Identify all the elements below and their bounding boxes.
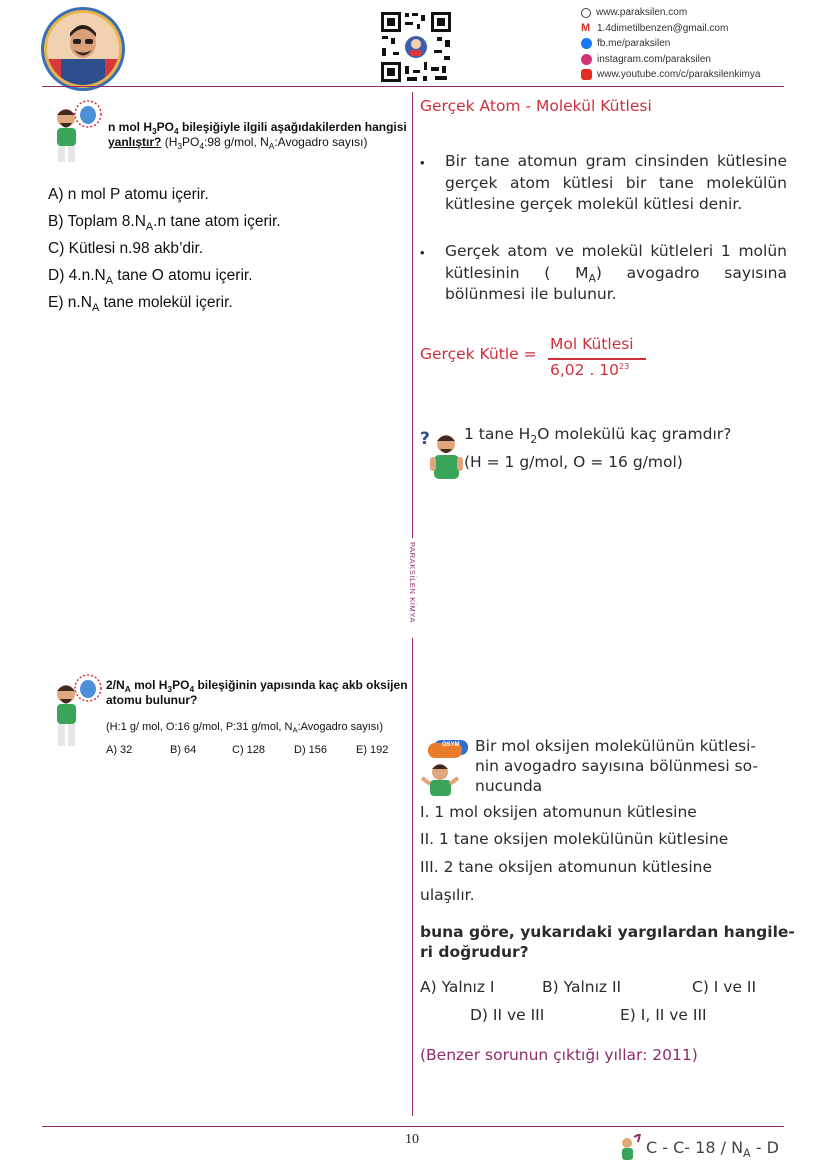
q2-given: (H:1 g/ mol, O:16 g/mol, P:31 g/mol, $N_A:Avogadro$ sayısı) (106, 721, 384, 735)
bullet-2-icon: • (420, 245, 425, 260)
osym-stem-line-1: Bir mol oksijen molekülünün kütlesi- (475, 737, 756, 755)
instagram-icon (581, 54, 592, 65)
osym-stem-line-3: nucunda (475, 777, 543, 795)
q1-option-d[interactable]: D) $4.n.N_A$ tane O atomu içerir. (48, 267, 253, 287)
formula-explanation: Gerçek atom ve molekül kütleleri 1 molün kütlesinin ( $M_A$) avogadro sayısına bölünmesi ile bulunur. (445, 242, 787, 303)
qr-code[interactable] (379, 10, 453, 84)
q2-option-a[interactable]: A) 32 (106, 744, 133, 756)
q2-option-c[interactable]: C) 128 (232, 744, 266, 756)
footer-divider (42, 1126, 784, 1127)
vertical-brand-label: PARAKSİLEN KİMYA (408, 542, 417, 624)
contact-instagram-text[interactable]: instagram.com/paraksilen (597, 53, 711, 65)
contact-facebook[interactable] (581, 36, 760, 52)
example-question: 1 tane $H_2O$ molekülü kaç gramdır? (464, 425, 732, 446)
meb-character-icon (48, 98, 104, 171)
fraction-bar (548, 358, 646, 360)
statement-3: III. 2 tane oksijen atomunun kütlesine (420, 858, 713, 876)
gmail-icon: M (581, 21, 591, 34)
q2-option-e[interactable]: E) 192 (356, 744, 389, 756)
q1-stem: n mol $H_3PO_4$ bileşiğiyle ilgili aşağıdakilerden hangisi yanlıştır? ($H_3PO_4:98$ g/mol, $N_A:Avogadro$ sayısı) (108, 120, 407, 151)
bullet-1-icon: • (420, 155, 425, 170)
osym-option-b[interactable]: B) Yalnız II (542, 978, 622, 996)
osym-option-a[interactable]: A) Yalnız I (420, 978, 495, 996)
section-title: Gerçek Atom - Molekül Kütlesi (420, 97, 652, 115)
column-divider-top (412, 92, 413, 538)
youtube-icon (581, 69, 592, 80)
contact-list (581, 5, 760, 83)
contact-instagram[interactable] (581, 52, 760, 68)
contact-web[interactable] (581, 5, 760, 21)
contact-facebook-text[interactable]: fb.me/paraksilen (597, 38, 671, 49)
osym-badge: ÖSYM (442, 742, 460, 748)
q1-option-b[interactable]: B) Toplam $8.N_A.n$ tane atom içerir. (48, 213, 281, 233)
author-photo-icon (47, 13, 119, 85)
example-given: (H = 1 g/mol, O = 16 g/mol) (464, 453, 683, 471)
contact-gmail-text[interactable]: 1.4dimetilbenzen@gmail.com (597, 22, 729, 34)
formula-lhs: Gerçek Kütle = (420, 345, 537, 363)
contact-gmail[interactable] (581, 21, 760, 37)
osym-question-line-2: ri doğrudur? (420, 943, 529, 961)
author-avatar (44, 10, 122, 88)
osym-option-c[interactable]: C) I ve II (692, 978, 757, 996)
definition-paragraph: Bir tane atomun gram cinsinden kütlesine gerçek atom kütlesi bir tane molekülün kütlesine gerçek molekül kütlesi denir. (445, 152, 787, 213)
svg-text:?: ? (420, 429, 430, 449)
osym-option-e[interactable]: E) I, II ve III (620, 1006, 707, 1024)
question-code: C - C- $18 / N_A$ - D (646, 1138, 779, 1160)
column-divider-bottom (412, 638, 413, 1116)
statement-2: II. 1 tane oksijen molekülünün kütlesine (420, 830, 729, 848)
osym-stem-line-2: nin avogadro sayısına bölünmesi so- (475, 757, 758, 775)
osym-question-line-1: buna göre, yukarıdaki yargılardan hangile- (420, 923, 795, 941)
header-divider (42, 86, 784, 87)
meb-character-icon-2 (48, 672, 104, 759)
osym-option-d[interactable]: D) II ve III (470, 1006, 545, 1024)
contact-youtube[interactable] (581, 67, 760, 83)
facebook-icon (581, 38, 592, 49)
page-number: 10 (405, 1132, 419, 1147)
thinking-character-icon (420, 424, 464, 491)
statement-1: I. 1 mol oksijen atomunun kütlesine (420, 803, 697, 821)
formula-numerator: Mol Kütlesi (550, 335, 634, 353)
contact-youtube-text[interactable]: www.youtube.com/c/paraksilenkimya (597, 69, 761, 80)
q2-option-b[interactable]: B) 64 (170, 744, 197, 756)
q2-option-d[interactable]: D) 156 (294, 744, 328, 756)
web-icon (581, 8, 591, 18)
contact-web-text[interactable]: www.paraksilen.com (596, 7, 688, 18)
exam-years-note: (Benzer sorunun çıktığı yıllar: 2011) (420, 1046, 698, 1064)
q1-option-a[interactable]: A) n mol P atomu içerir. (48, 186, 209, 203)
footer-character-icon (618, 1134, 644, 1167)
qr-code-icon (379, 10, 453, 84)
q1-option-c[interactable]: C) Kütlesi n.98 akb’dir. (48, 240, 204, 257)
q1-option-e[interactable]: E) $n.N_A$ tane molekül içerir. (48, 294, 233, 314)
q2-stem: $2/N_A$ mol $H_3PO_4$ bileşiğinin yapısında kaç akb oksijen atomu bulunur? (106, 678, 408, 707)
statement-conclusion: ulaşılır. (420, 886, 475, 904)
formula-denominator: 6,02 . $10^{23}$ (550, 361, 630, 379)
